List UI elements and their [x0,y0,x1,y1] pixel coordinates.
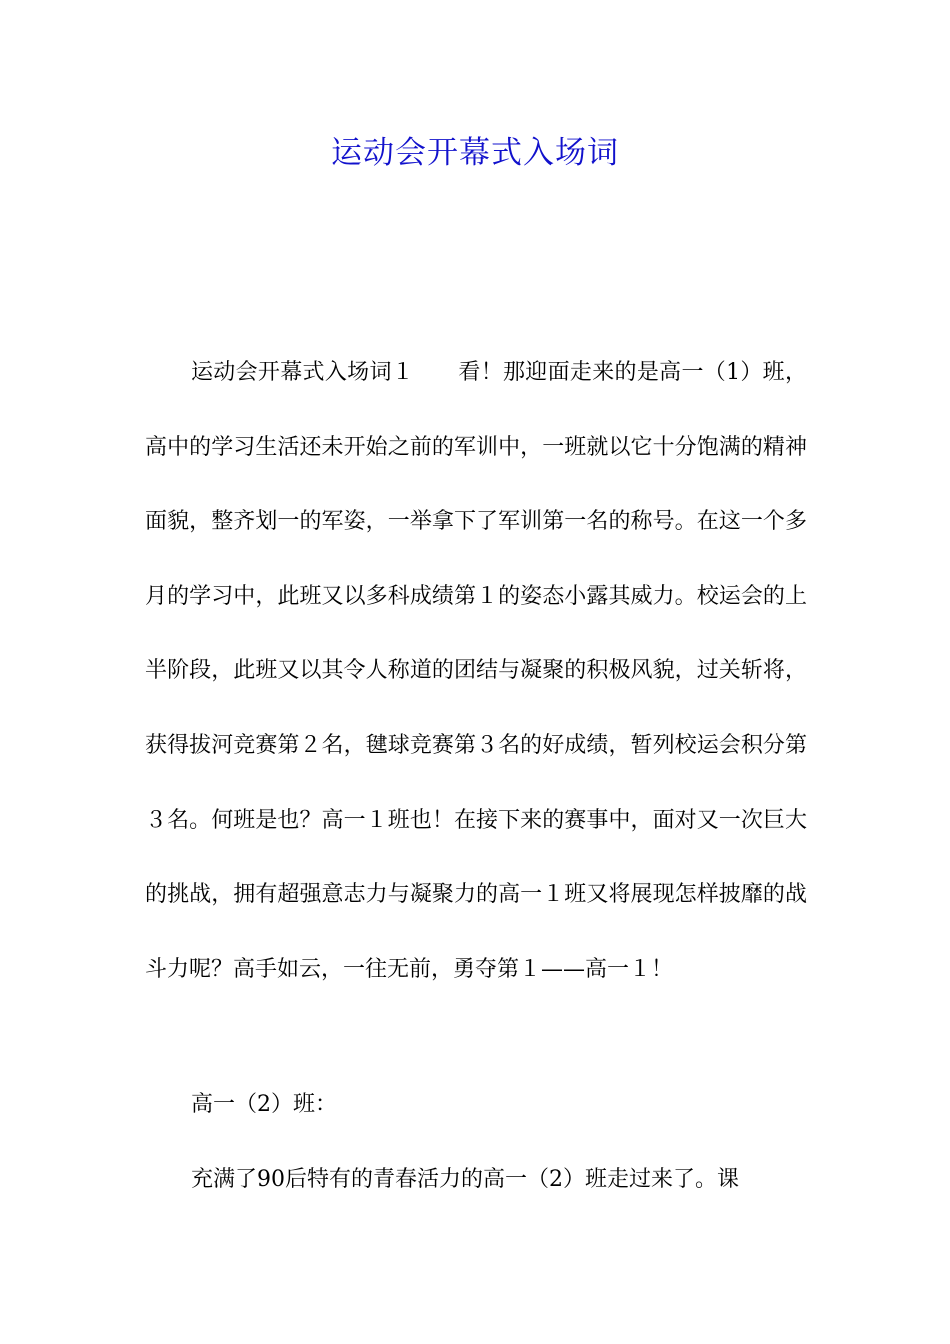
section-heading: 运动会开幕式入场词１ [191,360,415,385]
paragraph-text: 看！那迎面走来的是高一（1）班，高中的学习生活还未开始之前的军训中，一班就以它十分饱满的精神面貌，整齐划一的军姿，一举拿下了军训第一名的称号。在这一个多月的学习中，此班又以多科成绩第１的姿态小露其威力。校运会的上半阶段，此班又以其令人称道的团结与凝聚的积极风貌，过关斩将，获得拔河竞赛第２名，毽球竞赛第３名的好成绩，暂列校运会积分第３名。何班是也？高一１班也！在接下来的赛事中，面对又一次巨大的挑战，拥有超强意志力与凝聚力的高一１班又将展现怎样披靡的战斗力呢？高手如云，一往无前，勇夺第１——高一１！ [145,360,807,982]
document-title: 运动会开幕式入场词 [331,135,619,171]
paragraph-class-1 [145,336,807,1007]
paragraph-class-2-text: 充满了90后特有的青春活力的高一（2）班走过来了。课 [191,1167,739,1192]
paragraph-class-2-heading: 高一（2）班： [191,1092,337,1117]
